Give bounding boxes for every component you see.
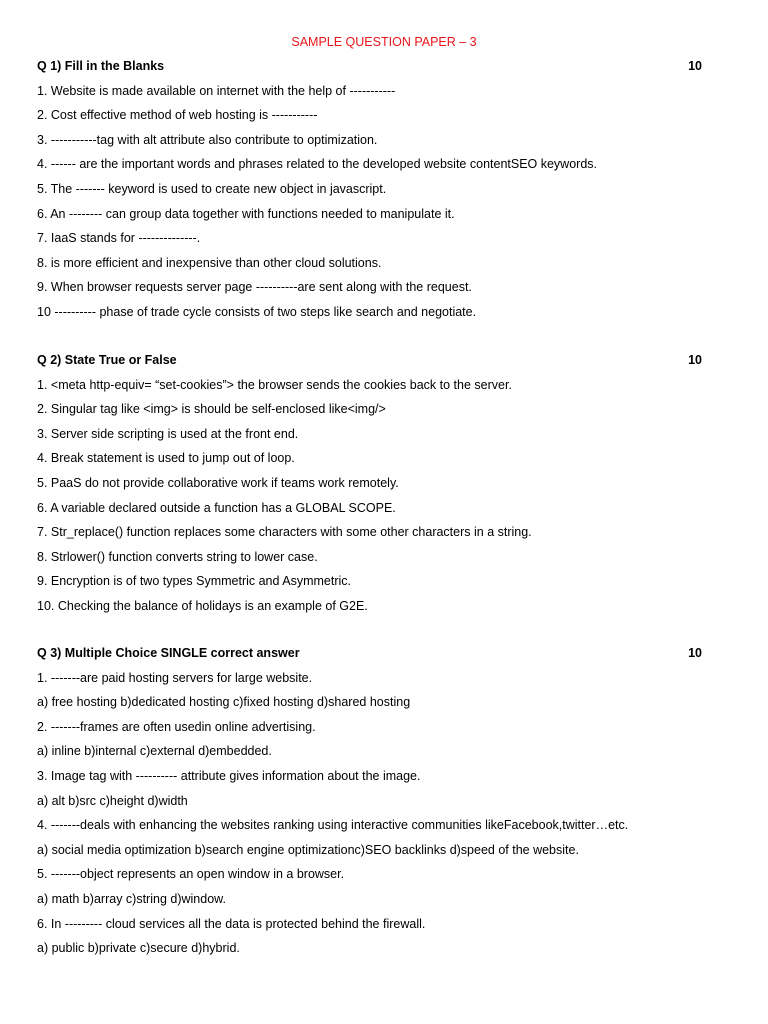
section-heading	[37, 352, 707, 377]
section-marks: 10	[688, 59, 702, 73]
section-heading	[37, 58, 707, 83]
question-line: 1. Website is made available on internet with the help of -----------	[37, 83, 396, 98]
question-line: 7. Str_replace() function replaces some characters with some other characters in a string.	[37, 525, 532, 540]
question-line: 4. -------deals with enhancing the websites ranking using interactive communities likeFacebook,twitter…etc.	[37, 818, 629, 833]
question-line: 8. Strlower() function converts string to lower case.	[37, 549, 318, 564]
question-line: 5. The ------- keyword is used to create new object in javascript.	[37, 181, 387, 196]
question-line: 10. Checking the balance of holidays is an example of G2E.	[37, 598, 368, 613]
question-line: 6. An -------- can group data together with functions needed to manipulate it.	[37, 206, 455, 221]
question-line: a) inline b)internal c)external d)embedded.	[37, 744, 272, 759]
section-marks: 10	[688, 353, 702, 367]
question-line: 5. -------object represents an open window in a browser.	[37, 867, 345, 882]
question-line: 6. A variable declared outside a function has a GLOBAL SCOPE.	[37, 500, 396, 515]
section-multiple-choice	[37, 645, 707, 965]
section-heading-text: Q 1) Fill in the Blanks	[37, 59, 165, 73]
section-heading	[37, 645, 707, 670]
question-line: 2. Cost effective method of web hosting is -----------	[37, 108, 318, 123]
question-line: 2. -------frames are often usedin online advertising.	[37, 719, 316, 734]
question-line: 1. -------are paid hosting servers for large website.	[37, 670, 313, 685]
question-line: 9. When browser requests server page ----------are sent along with the request.	[37, 280, 472, 295]
question-line: 7. IaaS stands for --------------.	[37, 231, 201, 246]
question-line: a) social media optimization b)search engine optimizationc)SEO backlinks d)speed of the website.	[37, 842, 579, 857]
question-line: 4. ------ are the important words and phrases related to the developed website contentSEO keywords.	[37, 157, 598, 172]
section-true-or-false	[37, 352, 707, 623]
question-line: 1. <meta http-equiv= “set-cookies”> the browser sends the cookies back to the server.	[37, 377, 512, 392]
question-list	[37, 83, 707, 329]
question-line: a) math b)array c)string d)window.	[37, 891, 226, 906]
question-line: a) free hosting b)dedicated hosting c)fixed hosting d)shared hosting	[37, 695, 411, 710]
question-line: 3. -----------tag with alt attribute also contribute to optimization.	[37, 132, 378, 147]
question-line: 5. PaaS do not provide collaborative work if teams work remotely.	[37, 475, 399, 490]
question-line: 3. Image tag with ---------- attribute gives information about the image.	[37, 768, 421, 783]
question-line: 10 ---------- phase of trade cycle consists of two steps like search and negotiate.	[37, 304, 477, 319]
section-heading-text: Q 2) State True or False	[37, 353, 177, 367]
question-list	[37, 377, 707, 623]
question-line: 9. Encryption is of two types Symmetric and Asymmetric.	[37, 574, 351, 589]
section-heading-text: Q 3) Multiple Choice SINGLE correct answer	[37, 646, 300, 660]
question-line: a) alt b)src c)height d)width	[37, 793, 188, 808]
question-line: 3. Server side scripting is used at the front end.	[37, 426, 299, 441]
question-line: 8. is more efficient and inexpensive than other cloud solutions.	[37, 255, 382, 270]
paper-title: SAMPLE QUESTION PAPER – 3	[291, 35, 477, 49]
question-line: 2. Singular tag like <img> is should be self-enclosed like<img/>	[37, 402, 386, 417]
question-line: 4. Break statement is used to jump out of loop.	[37, 451, 295, 466]
question-line: 6. In --------- cloud services all the data is protected behind the firewall.	[37, 916, 426, 931]
question-list	[37, 670, 707, 965]
question-line: a) public b)private c)secure d)hybrid.	[37, 941, 240, 956]
section-marks: 10	[688, 646, 702, 660]
section-fill-in-the-blanks	[37, 58, 707, 329]
